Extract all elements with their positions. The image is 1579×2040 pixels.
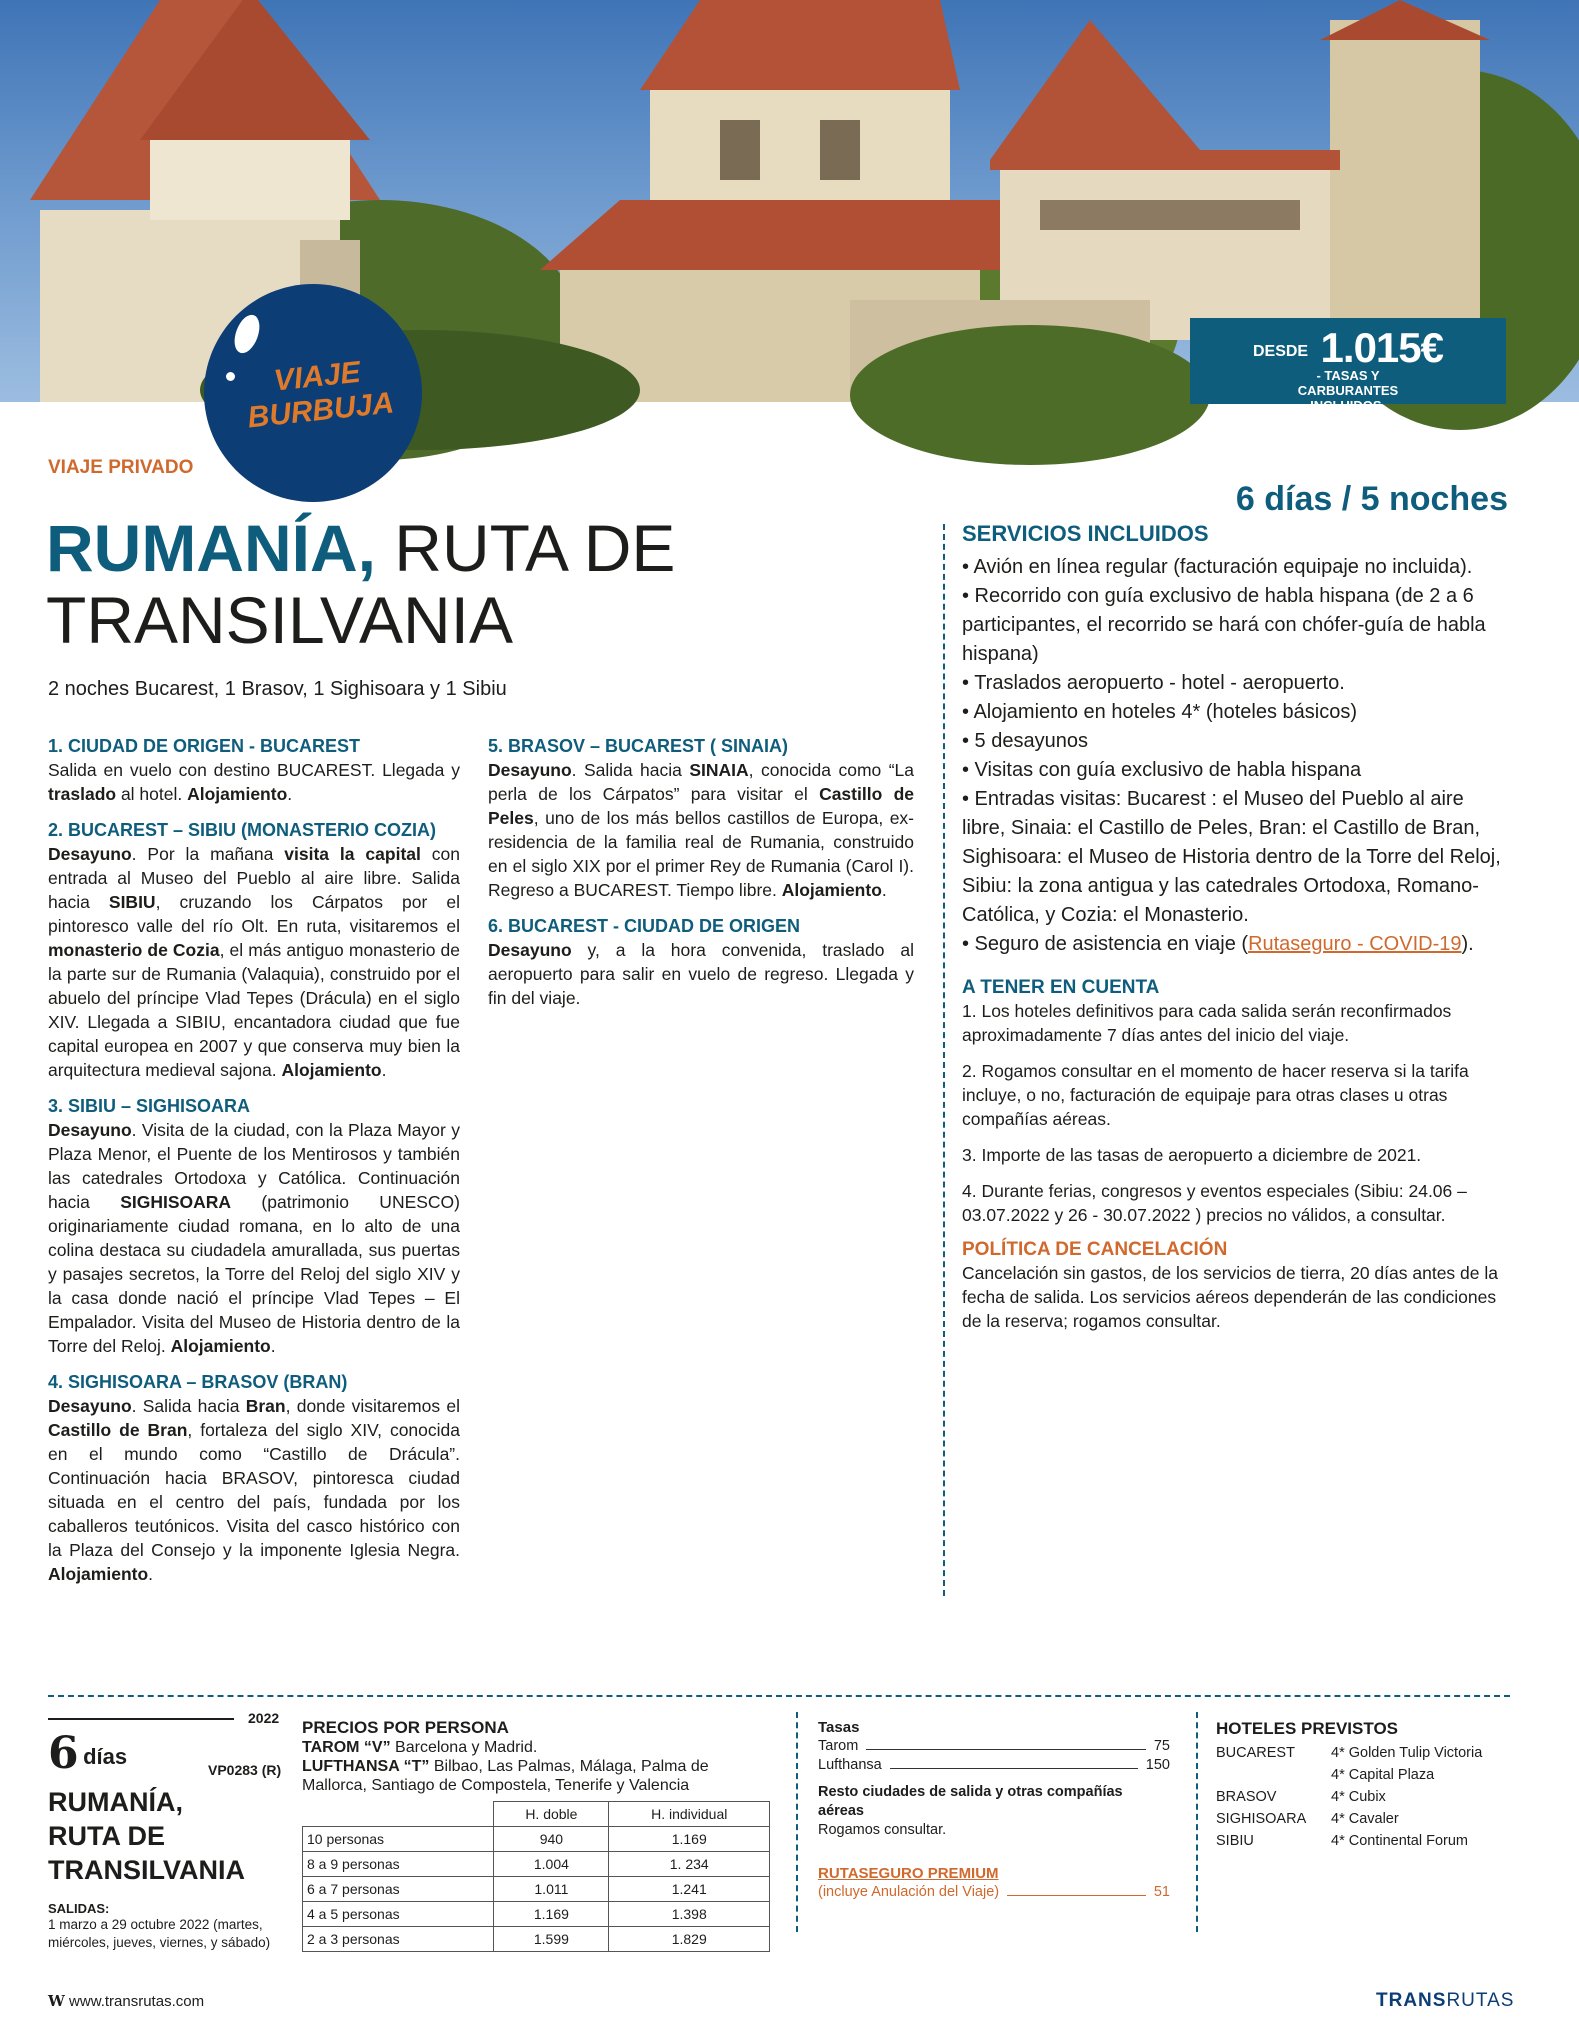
note-item: 2. Rogamos consultar en el momento de hacer reserva si la tarifa incluye, o no, facturación de equipaje para otras clases u otras compañías aéreas. [962,1061,1469,1129]
service-item: • 5 desayunos [962,730,1088,752]
day-text: . [881,880,887,900]
departures-text: 1 marzo a 29 octubre 2022 (martes, miércoles, jueves, viernes, y sábado) [48,1917,271,1950]
hotel-city: SIGHISOARA [1216,1811,1307,1827]
day-bold: SIGHISOARA [120,1192,232,1212]
logo-part-2: RUTAS [1446,1990,1515,2011]
day-title: 1. CIUDAD DE ORIGEN - BUCAREST [48,736,361,756]
itinerary-day-1 [48,734,460,806]
days-number: 6 [48,1728,79,1779]
table-cell: 2 a 3 personas [303,1927,494,1952]
website-link[interactable]: www.transrutas.com [69,1993,205,2010]
table-cell: 1.004 [494,1852,609,1877]
day-text: . Salida hacia [571,760,690,780]
badge-line-1: VIAJE [272,355,363,398]
trip-code: VP0283 (R) [208,1762,282,1778]
trip-summary [48,1710,282,1952]
badge-line-2: BURBUJA [246,386,396,435]
service-item: • Entradas visitas: Bucarest : el Museo del Pueblo al aire libre, Sinaia: el Castillo de Peles, Bran: el Castillo de Bran, Sighisoara: el Museo de Historia dentro de la Torre del Reloj, Sibiu: la zona antigua y las catedrales Ortodoxa, Romano-Católica, y Cozia: el Monasterio. [962,788,1501,926]
column-divider [943,524,945,1596]
services-title: SERVICIOS INCLUIDOS [962,521,1209,546]
hotel-name: 4* Cavaler [1331,1811,1399,1827]
transrutas-logo [1376,1990,1514,2012]
column-header: H. doble [494,1802,609,1827]
table-cell: 1.829 [609,1927,770,1952]
badge-text [241,352,397,435]
table-cell: 10 personas [303,1827,494,1852]
day-text: , cruzando los Cárpatos por el pintoresco valle del río Olt. En ruta, visitaremos el [48,892,460,936]
day-text: , uno de los más bellos castillos de Europa, ex-residencia de la familia real de Rumania, construido en el siglo XIX por el primer Rey de Rumania (Carol I). Regreso a BUCAREST. Tiempo libre. [488,808,914,900]
day-text: y, a la hora convenida, traslado al aeropuerto para salir en vuelo de regreso. Llegada y fin del viaje. [488,940,914,1008]
itinerary-day-2 [48,818,460,1082]
itinerary-column-1 [48,734,460,1598]
insurance-text: • Seguro de asistencia en viaje ( [962,933,1249,955]
price-table [302,1801,770,1952]
services-list [962,553,1510,959]
hotel-row [1216,1764,1516,1786]
day-text: , conocida como “La perla de los Cárpatos” para visitar el [488,760,914,804]
tax-row [818,1737,1170,1756]
summary-year: 2022 [248,1710,280,1726]
day-text: . [287,784,293,804]
leader-line [866,1737,1146,1750]
table-cell: 1.241 [609,1877,770,1902]
service-item: • Traslados aeropuerto - hotel - aeropuerto. [962,672,1345,694]
bottom-divider-3 [1196,1712,1198,1932]
rutaseguro-value: 51 [1153,1884,1170,1900]
table-cell: 4 a 5 personas [303,1902,494,1927]
table-cell: 1.011 [494,1877,609,1902]
day-title: 6. BUCAREST - CIUDAD DE ORIGEN [488,916,801,936]
tax-value: 75 [1153,1738,1170,1754]
price-box [1190,318,1506,413]
airline-cities: Barcelona y Madrid. [390,1739,538,1756]
duration: 6 días / 5 noches [1235,480,1508,518]
prices-section [302,1718,772,1952]
day-bold: SINAIA [689,760,749,780]
hotel-city: BRASOV [1216,1789,1277,1805]
itinerary-day-6 [488,914,914,1010]
hotel-row [1216,1808,1516,1830]
other-cities: Resto ciudades de salida y otras compañías aéreas [818,1784,1123,1819]
day-bold: Desayuno [488,940,572,960]
day-text: Salida en vuelo con destino BUCAREST. Llegada y [48,760,460,780]
day-title: 3. SIBIU – SIGHISOARA [48,1096,251,1116]
day-bold: Bran [245,1396,286,1416]
departures-label: SALIDAS: [48,1901,110,1916]
leader-line [1007,1883,1146,1896]
itinerary-day-5 [488,734,914,902]
table-cell: 1.169 [494,1902,609,1927]
hotel-city: SIBIU [1216,1833,1254,1849]
hotel-row [1216,1742,1516,1764]
footer-url[interactable] [48,1992,204,2010]
notes-title: A TENER EN CUENTA [962,977,1160,998]
rutaseguro-label: (incluye Anulación del Viaje) [818,1884,1000,1900]
cancellation-section [962,1239,1510,1333]
insurance-text-end: ). [1461,933,1474,955]
hotel-name: 4* Golden Tulip Victoria [1331,1745,1483,1761]
cancellation-text: Cancelación sin gastos, de los servicios de tierra, 20 días antes de la fecha de salida. Los servicios aéreos dependerán de las condiciones de la reserva; rogamos consultar. [962,1263,1498,1331]
day-bold: Alojamiento [170,1336,271,1356]
viaje-burbuja-badge [204,284,422,502]
table-row [303,1852,770,1877]
day-bold: SIBIU [108,892,156,912]
tax-row [818,1756,1170,1775]
day-text: (patrimonio UNESCO) originariamente ciudad romana, en lo alto de una colina destaca su ciudadela amurallada, sus puertas y pasajes secretos, la Torre del Reloj del siglo XIV y la casa donde nació el príncipe Vlad Tepes – El Empalador. Visita del Museo de Historia dentro de la Torre del Reloj. [48,1192,460,1356]
day-bold: Desayuno [488,760,572,780]
day-title: 5. BRASOV – BUCAREST ( SINAIA) [488,736,789,756]
table-cell: 8 a 9 personas [303,1852,494,1877]
hotel-row [1216,1786,1516,1808]
price-from-label: DESDE [1252,343,1309,360]
table-row [303,1927,770,1952]
day-bold: traslado [48,784,117,804]
itinerary-column-2 [488,734,914,1022]
taxes-section [818,1718,1170,1902]
column-header: H. individual [609,1802,770,1827]
day-text: , fortaleza del siglo XIV, conocida en el mundo como “Castillo de Drácula”. Continuación hacia BRASOV, pintoresca ciudad situada en el centro del país, fundada por los caballeros teutónicos. Visita del casco histórico con la Plaza del Consejo y la imponente Iglesia Negra. [48,1420,460,1560]
service-item-insurance [962,930,1510,959]
day-text: . Por la mañana [131,844,285,864]
hotel-name: 4* Continental Forum [1331,1833,1469,1849]
tax-label: Tarom [818,1738,859,1754]
day-bold: Desayuno [48,1120,132,1140]
notes-section [962,977,1510,1227]
day-text: , el más antiguo monasterio de la parte sur de Rumania (Valaquia), construido por el abuelo del príncipe Vlad Tepes (Drácula) en el siglo XIV. Llegada a SIBIU, encantadora ciudad que fue capital europea en 2007 y que conserva muy bien la arquitectura medieval sajona. [48,940,460,1080]
day-bold: Alojamiento [281,1060,382,1080]
day-text: . Visita de la ciudad, con la Plaza Mayor y Plaza Menor, el Puente de los Mentirosos y también las catedrales Ortodoxa y Católica. Continuación hacia [48,1120,460,1212]
day-bold: Desayuno [48,1396,132,1416]
services-column [962,521,1510,1333]
prices-title: PRECIOS POR PERSONA [302,1718,509,1737]
table-cell: 1.398 [609,1902,770,1927]
day-bold: visita la capital [284,844,421,864]
rutaseguro-row [818,1883,1170,1902]
note-item: 4. Durante ferias, congresos y eventos especiales (Sibiu: 24.06 – 03.07.2022 y 26 - 30.07.2022 ) precios no válidos, a consultar. [962,1181,1467,1225]
day-bold: Castillo de Peles [488,784,914,828]
price-amount: 1.015€ [1320,324,1444,371]
airline-name: TAROM “V” [302,1739,391,1756]
rutaseguro-link[interactable]: Rutaseguro - COVID-19 [1248,933,1462,955]
price-note: - TASAS Y CARBURANTES INCLUIDOS- [1297,368,1399,413]
taxes-title: Tasas [818,1719,860,1736]
itinerary-day-3 [48,1094,460,1358]
bubble-dot-icon [226,372,235,381]
note-item: 1. Los hoteles definitivos para cada salida serán reconfirmados aproximadamente 7 días antes del inicio del viaje. [962,1001,1452,1045]
leader-line [890,1756,1138,1769]
hotel-city [1216,1764,1331,1786]
day-text: . [148,1564,154,1584]
bottom-divider-2 [796,1712,798,1932]
hotels-title: HOTELES PREVISTOS [1216,1719,1399,1738]
day-text: al hotel. [116,784,188,804]
tax-label: Lufthansa [818,1757,882,1773]
table-row [303,1877,770,1902]
day-text: , donde visitaremos el [285,1396,460,1416]
summary-rule [48,1718,234,1720]
summary-title: RUMANÍA, RUTA DE TRANSILVANIA [48,1787,245,1885]
day-bold: Castillo de Bran [48,1420,188,1440]
table-corner [303,1802,494,1827]
day-bold: Desayuno [48,844,132,864]
day-title: 4. SIGHISOARA – BRASOV (BRAN) [48,1372,348,1392]
rutaseguro-title: RUTASEGURO PREMIUM [818,1865,999,1882]
table-cell: 940 [494,1827,609,1852]
day-text: . [270,1336,276,1356]
table-header-row [303,1802,770,1827]
airline-tarom [302,1738,772,1757]
airline-lufthansa [302,1757,772,1795]
itinerary-day-4 [48,1370,460,1586]
hotel-city: BUCAREST [1216,1745,1295,1761]
subtitle: 2 noches Bucarest, 1 Brasov, 1 Sighisoara y 1 Sibiu [48,678,507,700]
title-line-2: TRANSILVANIA [46,583,513,657]
day-bold: Alojamiento [48,1564,149,1584]
logo-part-1: TRANS [1376,1990,1447,2011]
day-bold: Alojamiento [187,784,288,804]
day-bold: monasterio de Cozia [48,940,220,960]
w-logo-icon: W [48,1992,65,2010]
day-text: . Salida hacia [131,1396,246,1416]
trip-type-label: VIAJE PRIVADO [48,457,194,478]
hotel-name: 4* Capital Plaza [1331,1767,1435,1783]
table-cell: 1.599 [494,1927,609,1952]
bubble-icon [230,311,264,356]
service-item: • Visitas con guía exclusivo de habla hispana [962,759,1362,781]
consult-text: Rogamos consultar. [818,1822,947,1838]
day-text: con entrada al Museo del Pueblo al aire libre. Salida hacia [48,844,461,912]
service-item: • Alojamiento en hoteles 4* (hoteles básicos) [962,701,1358,723]
table-cell: 1. 234 [609,1852,770,1877]
hotel-row [1216,1830,1516,1852]
table-cell: 1.169 [609,1827,770,1852]
note-item: 3. Importe de las tasas de aeropuerto a diciembre de 2021. [962,1145,1422,1165]
day-bold: Alojamiento [781,880,882,900]
table-cell: 6 a 7 personas [303,1877,494,1902]
tax-value: 150 [1145,1757,1170,1773]
title-country: RUMANÍA, [46,511,376,585]
table-row [303,1827,770,1852]
days-label: días [83,1744,128,1769]
page-title [46,512,675,656]
hotel-name: 4* Cubix [1331,1789,1386,1805]
airline-cities: Bilbao, Las Palmas, Málaga, Palma de Mallorca, Santiago de Compostela, Tenerife y Valencia [302,1758,709,1794]
bottom-divider [48,1695,1510,1697]
day-title: 2. BUCAREST – SIBIU (MONASTERIO COZIA) [48,820,437,840]
title-rest: RUTA DE [375,511,676,585]
service-item: • Avión en línea regular (facturación equipaje no incluida). [962,556,1473,578]
table-row [303,1902,770,1927]
day-text: . [381,1060,387,1080]
cancellation-title: POLÍTICA DE CANCELACIÓN [962,1239,1228,1260]
airline-name: LUFTHANSA “T” [302,1758,430,1775]
service-item: • Recorrido con guía exclusivo de habla hispana (de 2 a 6 participantes, el recorrido se hará con chófer-guía de habla hispana) [962,585,1486,665]
hotels-section [1216,1718,1516,1852]
